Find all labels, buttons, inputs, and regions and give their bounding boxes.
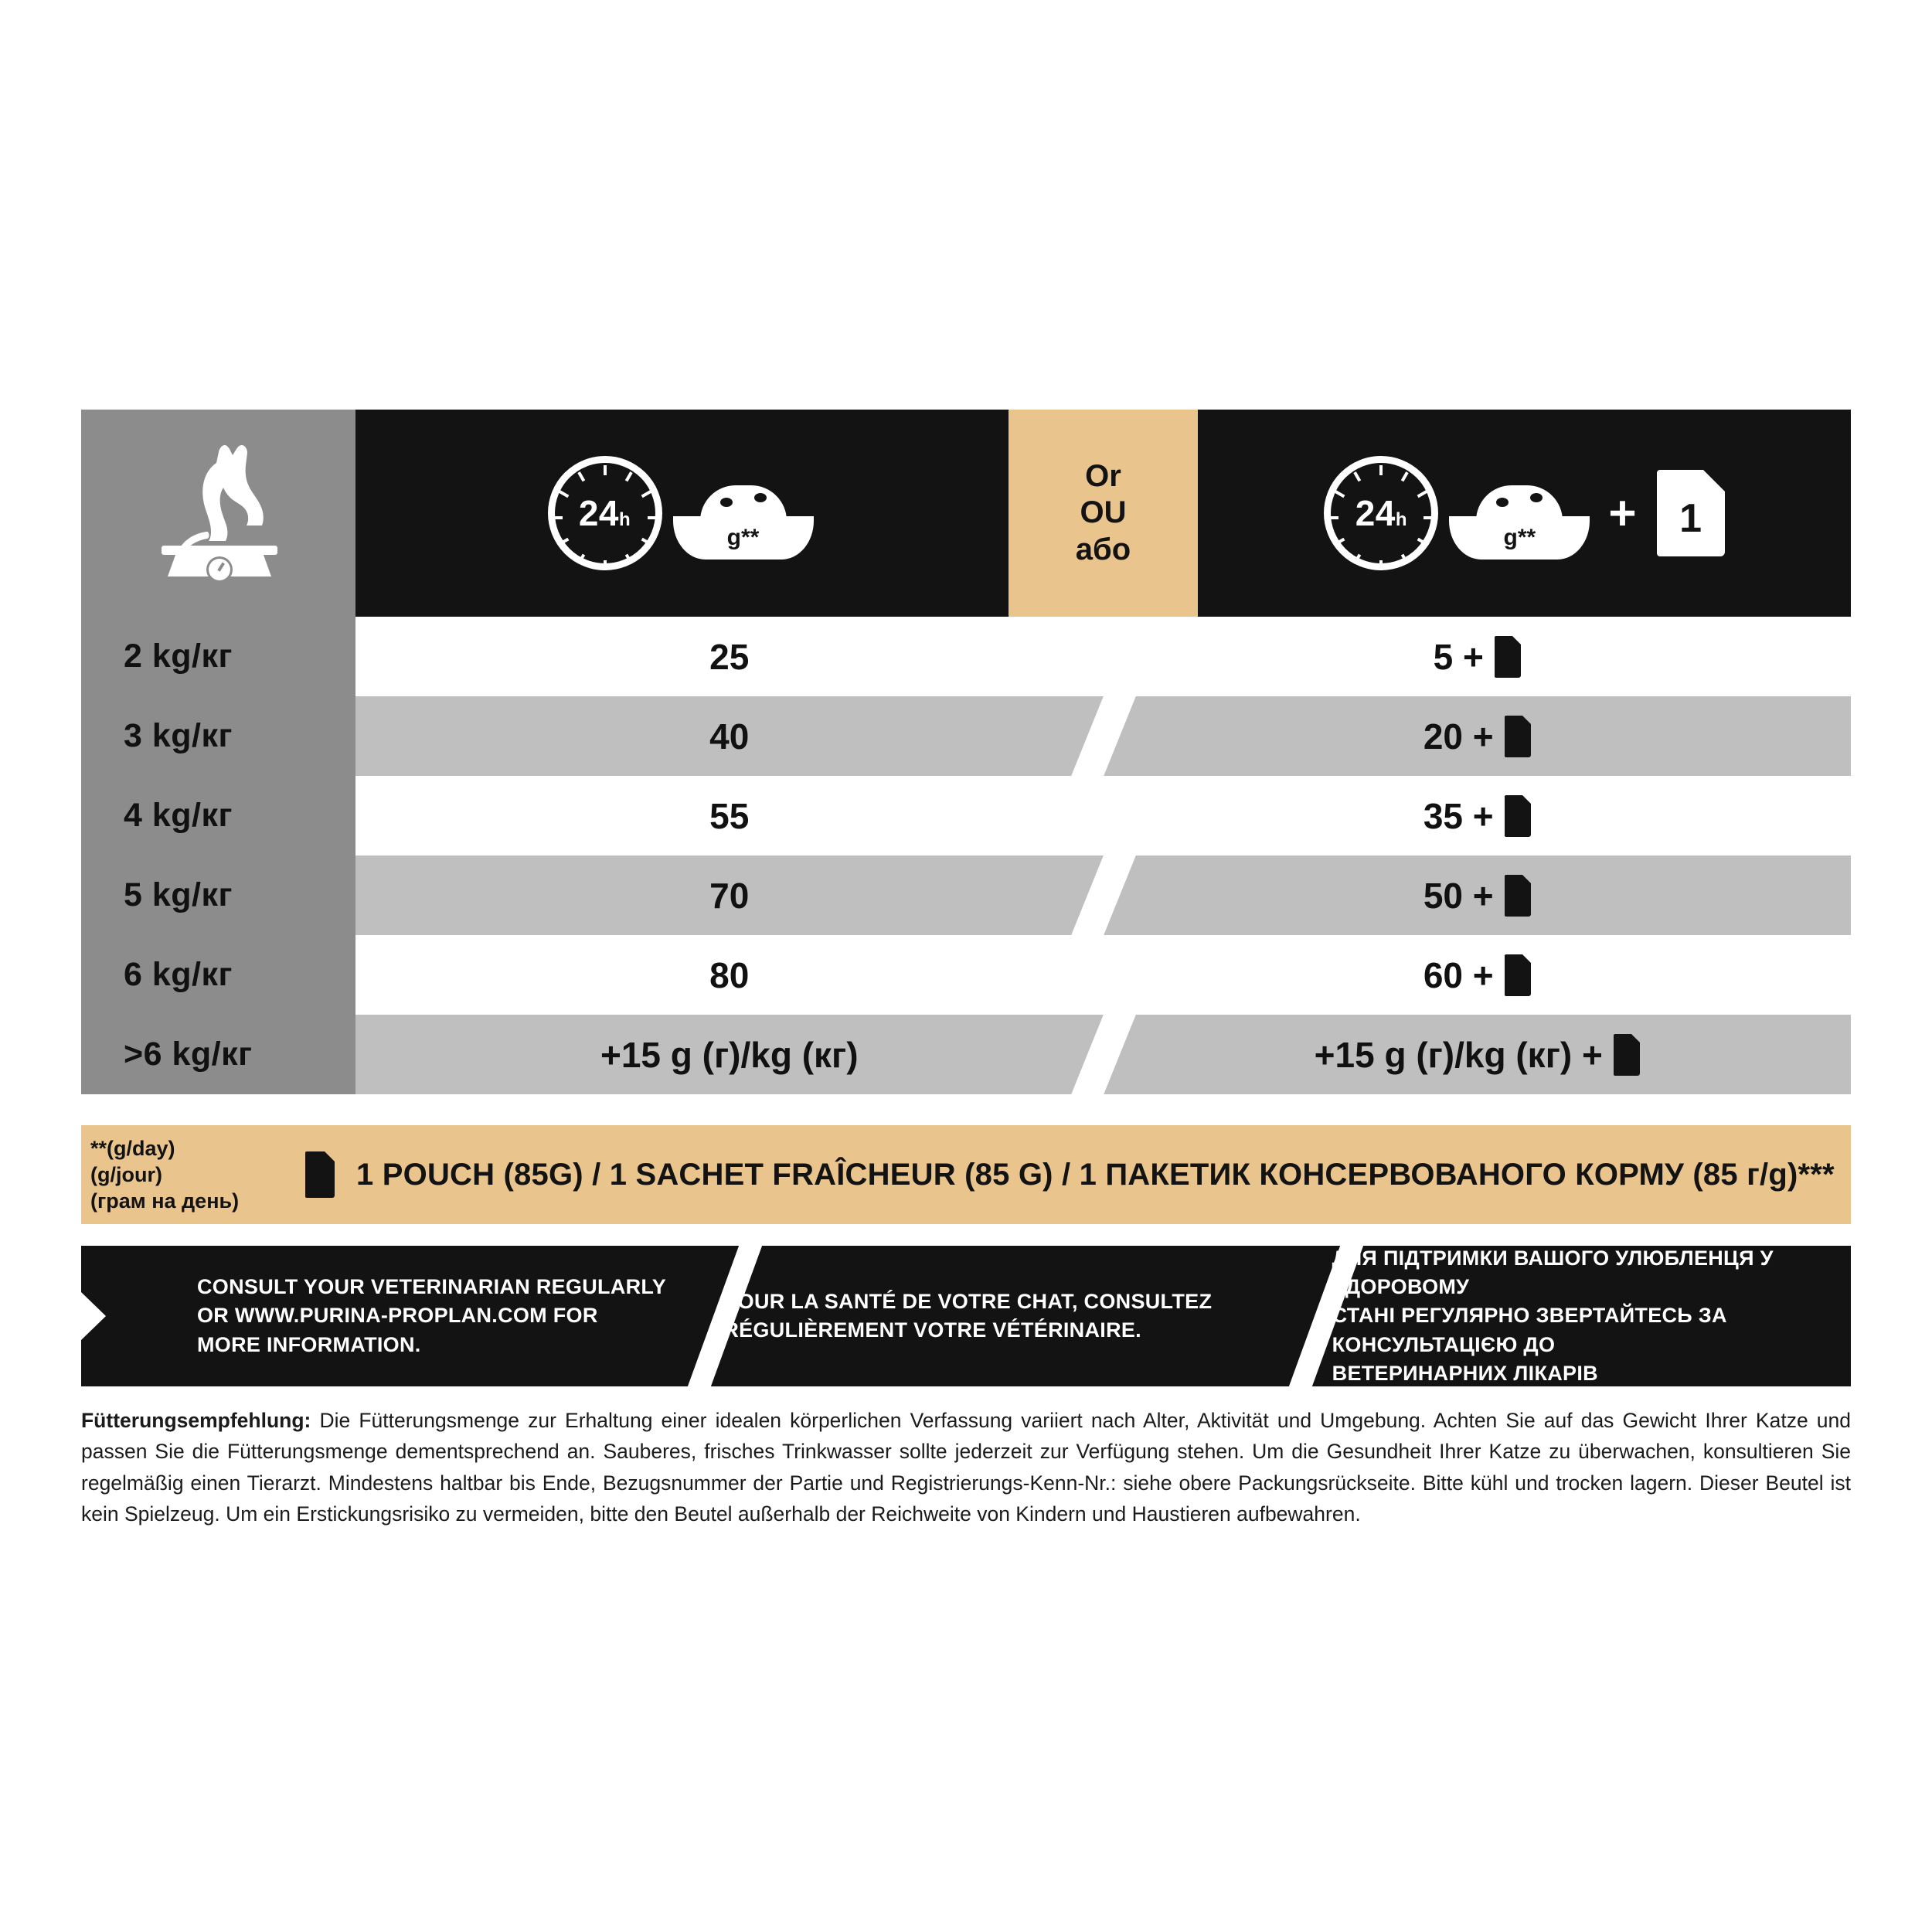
or-label-fr: OU [1080, 495, 1127, 530]
advice-uk-line-1: ДЛЯ ПІДТРИМКИ ВАШОГО УЛЮБЛЕНЦЯ У ЗДОРОВОМУ [1332, 1246, 1774, 1299]
row-mixed-value: 60 + [1423, 954, 1494, 995]
plus-icon: + [1608, 486, 1637, 540]
row-dry-value: 25 [709, 636, 750, 677]
row-mixed-value: 5 + [1433, 636, 1484, 677]
row-weight-label: 3 kg/кг [81, 696, 355, 776]
row-dry-value: 55 [709, 795, 750, 836]
advice-en-line-2: OR WWW.PURINA-PROPLAN.COM FOR [197, 1304, 598, 1328]
row-weight-label: 4 kg/кг [81, 776, 355, 855]
clock-24h-icon-mixed [1324, 456, 1438, 570]
feeding-recommendation-paragraph [81, 1405, 1851, 1529]
pouch-legend-bar [81, 1125, 1851, 1224]
note-line-fr: (g/jour) [90, 1162, 162, 1186]
row-mixed-value: +15 g (г)/kg (кг) + [1314, 1034, 1603, 1075]
table-row [81, 1015, 1851, 1094]
table-row [81, 855, 1851, 935]
advice-uk-line-2: СТАНІ РЕГУЛЯРНО ЗВЕРТАЙТЕСЬ ЗА КОНСУЛЬТАЦІЄЮ ДО [1332, 1304, 1727, 1356]
note-line-uk: (грам на день) [90, 1189, 240, 1213]
bowl-grams-label-mixed: g** [1503, 525, 1536, 550]
food-bowl-icon [670, 467, 817, 560]
advice-english [81, 1246, 671, 1386]
pouch-icon [1505, 875, 1531, 917]
pouch-icon [1657, 470, 1725, 556]
row-dry-value: 70 [709, 875, 750, 916]
pouch-count-label: 1 [1679, 496, 1702, 541]
clock-hours-label-mixed: 24 [1355, 493, 1396, 533]
pouch-icon [305, 1151, 335, 1198]
feeding-table [81, 410, 1851, 1094]
footnote-lead: Fütterungsempfehlung: [81, 1409, 311, 1432]
row-mixed-value: 50 + [1423, 875, 1494, 916]
table-row [81, 617, 1851, 696]
food-bowl-icon-mixed [1446, 467, 1593, 560]
pouch-icon [1614, 1034, 1640, 1076]
clock-hours-label: 24 [578, 493, 619, 533]
table-row [81, 776, 1851, 855]
clock-unit-label: h [619, 509, 631, 530]
row-dry-value: 80 [709, 954, 750, 995]
pouch-legend-text: 1 POUCH (85G) / 1 SACHET FRAÎCHEUR (85 G) / 1 ПАКЕТИК КОНСЕРВОВАНОГО КОРМУ (85 г/g)*** [356, 1157, 1835, 1192]
header-mixed-feeding [1198, 410, 1851, 617]
cat-on-scale-icon [81, 410, 355, 617]
table-row [81, 696, 1851, 776]
header-dry-feeding [355, 410, 1009, 617]
footnote-text: Die Fütterungsmenge zur Erhaltung einer idealen körperlichen Verfassung variiert nach Alter, Aktivität und Umgebung. Achten Sie auf das Gewicht Ihrer Katze und passen Sie die Fütterungsmenge dementsprechend an. Sauberes, frisches Trinkwasser sollte jederzeit zur Verfügung stehen. Um die Gesundheit Ihrer Katze zu überwachen, konsultieren Sie regelmäßig einen Tierarzt. Mindestens haltbar bis Ende, Bezugsnummer der Partie und Registrierungs-Kenn-Nr.: siehe obere Packungsrückseite. Bitte kühl und trocken lagern. Dieser Beutel ist kein Spielzeug. Um ein Erstickungsrisiko zu vermeiden, bitte den Beutel außerhalb der Reichweite von Kindern und Haustieren aufbewahren. [81, 1409, 1851, 1526]
vet-advice-bar [81, 1246, 1851, 1386]
table-row [81, 935, 1851, 1015]
row-weight-label: 5 kg/кг [81, 855, 355, 935]
or-label-uk: або [1075, 532, 1131, 566]
advice-en-line-3: MORE INFORMATION. [197, 1332, 421, 1356]
table-header-row [81, 410, 1851, 617]
row-weight-label: 2 kg/кг [81, 617, 355, 696]
bowl-grams-label: g** [726, 525, 760, 550]
row-dry-value: +15 g (г)/kg (кг) [600, 1034, 859, 1075]
advice-fr-line-1: POUR LA SANTÉ DE VOTRE CHAT, CONSULTEZ [723, 1289, 1213, 1313]
grams-per-day-note [81, 1135, 305, 1214]
advice-en-line-1: CONSULT YOUR VETERINARIAN REGULARLY [197, 1275, 667, 1299]
pouch-icon [1505, 954, 1531, 996]
advice-ukrainian [1261, 1246, 1851, 1386]
clock-unit-label-mixed: h [1395, 509, 1408, 530]
header-or-divider [1009, 410, 1198, 617]
row-dry-value: 40 [709, 716, 750, 757]
pouch-icon [1505, 716, 1531, 757]
row-weight-label: 6 kg/кг [81, 935, 355, 1015]
note-line-en: **(g/day) [90, 1136, 175, 1160]
pouch-icon [1495, 636, 1521, 678]
advice-fr-line-2: RÉGULIÈREMENT VOTRE VÉTÉRINAIRE. [723, 1318, 1141, 1342]
clock-24h-icon [548, 456, 662, 570]
pouch-icon [1505, 795, 1531, 837]
row-mixed-value: 20 + [1423, 716, 1494, 757]
row-weight-label: >6 kg/кг [81, 1015, 355, 1094]
row-mixed-value: 35 + [1423, 795, 1494, 836]
or-label-en: Or [1085, 459, 1121, 494]
advice-french [671, 1246, 1260, 1386]
advice-uk-line-3: ВЕТЕРИНАРНИХ ЛІКАРІВ [1332, 1361, 1598, 1385]
